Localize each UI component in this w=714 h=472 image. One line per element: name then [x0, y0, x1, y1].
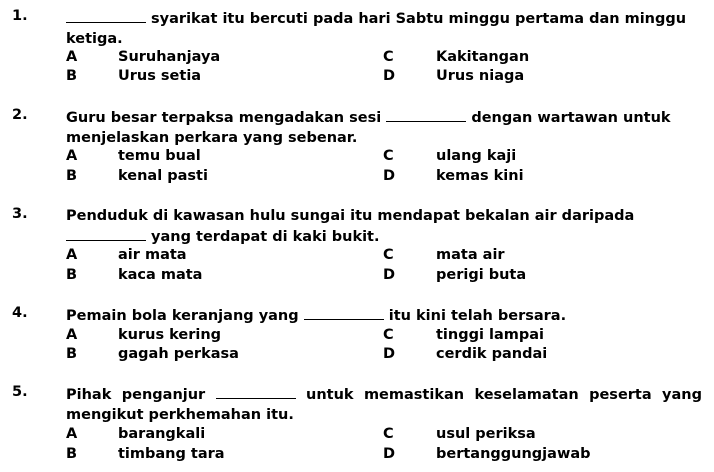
- option-c-letter: C: [383, 148, 394, 164]
- stem-text-after: untuk memastikan keselamatan peserta yang mengikut perkhemahan itu.: [66, 387, 702, 423]
- option-a-letter: A: [66, 148, 78, 164]
- stem-text-after: yang terdapat di kaki bukit.: [146, 229, 380, 245]
- option-c-text: mata air: [436, 247, 505, 263]
- option-a-letter: A: [66, 247, 78, 263]
- answer-blank: [216, 384, 296, 399]
- question-number: 1.: [12, 8, 28, 24]
- answer-blank: [304, 305, 384, 320]
- option-b-text: kenal pasti: [118, 168, 208, 184]
- option-b-text: timbang tara: [118, 446, 225, 462]
- option-b-text: Urus setia: [118, 68, 202, 84]
- option-b-letter: B: [66, 68, 78, 84]
- stem-text-after: itu kini telah bersara.: [383, 308, 567, 324]
- stem-text-after: syarikat itu bercuti pada hari Sabtu minggu pertama dan minggu ketiga.: [66, 11, 687, 47]
- answer-blank: [66, 8, 146, 23]
- answer-blank: [66, 226, 146, 241]
- option-d-text: bertanggungjawab: [436, 446, 591, 462]
- option-c-text: usul periksa: [436, 426, 536, 442]
- option-c-letter: C: [383, 327, 394, 343]
- option-b-letter: B: [66, 346, 78, 362]
- option-d-letter: D: [383, 267, 396, 283]
- question-number: 5.: [12, 384, 28, 400]
- option-a-text: kurus kering: [118, 327, 222, 343]
- option-a-letter: A: [66, 49, 78, 65]
- option-b-text: kaca mata: [118, 267, 203, 283]
- option-c-text: ulang kaji: [436, 148, 517, 164]
- option-b-letter: B: [66, 446, 78, 462]
- question-stem: [66, 384, 702, 425]
- question-stem: [66, 305, 702, 326]
- option-a-text: barangkali: [118, 426, 206, 442]
- option-a-text: air mata: [118, 247, 187, 263]
- question-number: 2.: [12, 107, 28, 123]
- option-a-text: Suruhanjaya: [118, 49, 221, 65]
- option-a-letter: A: [66, 327, 78, 343]
- option-c-letter: C: [383, 49, 394, 65]
- option-d-text: perigi buta: [436, 267, 527, 283]
- stem-text-before: Pihak penganjur: [66, 387, 216, 403]
- option-d-letter: D: [383, 168, 396, 184]
- option-b-letter: B: [66, 168, 78, 184]
- option-c-letter: C: [383, 426, 394, 442]
- option-d-text: cerdik pandai: [436, 346, 548, 362]
- answer-blank: [386, 107, 466, 122]
- option-c-text: Kakitangan: [436, 49, 530, 65]
- option-a-text: temu bual: [118, 148, 201, 164]
- option-c-letter: C: [383, 247, 394, 263]
- option-d-text: kemas kini: [436, 168, 524, 184]
- question-stem: [66, 206, 702, 247]
- option-d-text: Urus niaga: [436, 68, 525, 84]
- option-d-letter: D: [383, 346, 396, 362]
- stem-text-before: Guru besar terpaksa mengadakan sesi: [66, 110, 387, 126]
- option-d-letter: D: [383, 68, 396, 84]
- option-c-text: tinggi lampai: [436, 327, 544, 343]
- question-number: 4.: [12, 305, 28, 321]
- stem-text-after: dengan wartawan untuk menjelaskan perkara yang sebenar.: [66, 110, 671, 146]
- question-stem: [66, 8, 702, 49]
- question-number: 3.: [12, 206, 28, 222]
- option-a-letter: A: [66, 426, 78, 442]
- stem-text-before: Pemain bola keranjang yang: [66, 308, 304, 324]
- question-stem: [66, 107, 702, 148]
- stem-text-before: Penduduk di kawasan hulu sungai itu mendapat bekalan air daripada: [66, 208, 635, 224]
- option-d-letter: D: [383, 446, 396, 462]
- option-b-text: gagah perkasa: [118, 346, 239, 362]
- option-b-letter: B: [66, 267, 78, 283]
